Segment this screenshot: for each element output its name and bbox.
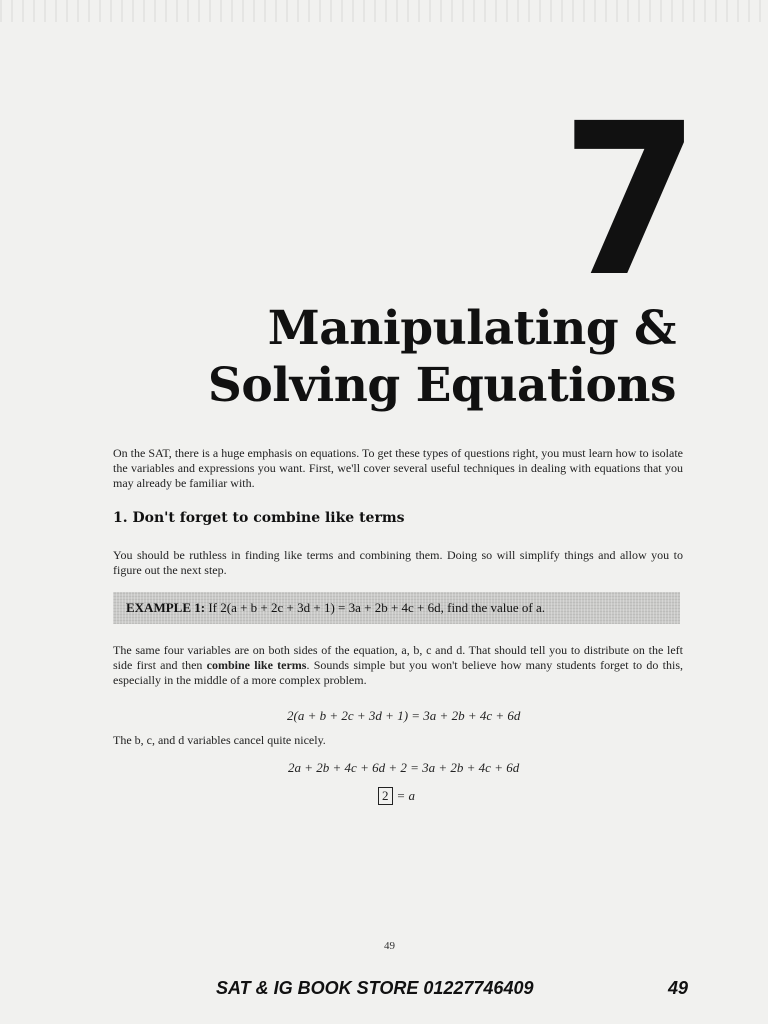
answer-rest: = a bbox=[396, 788, 416, 803]
section-paragraph: You should be ruthless in finding like terms and combining them. Doing so will simplify things and allow you to figure out the next step. bbox=[113, 548, 683, 577]
explanation-part-1: The same four variables are on both sides of the equation, a, b, c and d. That should tell you to distribute on the left side first and then bbox=[113, 643, 683, 672]
explanation-part-2: . Sounds simple but you won't believe how many students forget to do this, especially in the middle of a more complex problem. bbox=[113, 658, 683, 687]
equation-1: 2(a + b + 2c + 3d + 1) = 3a + 2b + 4c + 6d bbox=[287, 708, 521, 723]
example-text bbox=[126, 600, 545, 616]
equation-2: 2a + 2b + 4c + 6d + 2 = 3a + 2b + 4c + 6d bbox=[288, 760, 520, 775]
example-box bbox=[113, 592, 680, 624]
footer-store-text: SAT & IG BOOK STORE 01227746409 bbox=[216, 978, 534, 998]
example-question: If 2(a + b + 2c + 3d + 1) = 3a + 2b + 4c + 6d, find the value of a. bbox=[205, 600, 545, 615]
chapter-number: 7 bbox=[561, 78, 700, 323]
explanation-paragraph bbox=[113, 643, 683, 688]
cancel-note: The b, c, and d variables cancel quite nicely. bbox=[113, 733, 326, 747]
footer-page-number: 49 bbox=[668, 978, 689, 998]
example-label: EXAMPLE 1: bbox=[126, 600, 206, 615]
intro-paragraph: On the SAT, there is a huge emphasis on equations. To get these types of questions right, you must learn how to isolate the variables and expressions you want. First, we'll cover several useful techniques in dealing with equations that you may already be familiar with. bbox=[113, 446, 683, 490]
chapter-title-line-1: Manipulating & bbox=[267, 301, 676, 356]
chapter-title-line-2: Solving Equations bbox=[207, 358, 676, 413]
section-heading: 1. Don't forget to combine like terms bbox=[113, 510, 405, 526]
chapter-title bbox=[208, 300, 676, 414]
answer-box: 2 bbox=[378, 787, 393, 805]
page-number: 49 bbox=[384, 940, 395, 952]
answer-line bbox=[378, 787, 415, 805]
scan-noise bbox=[0, 0, 768, 22]
explanation-emphasis: combine like terms bbox=[206, 658, 307, 672]
